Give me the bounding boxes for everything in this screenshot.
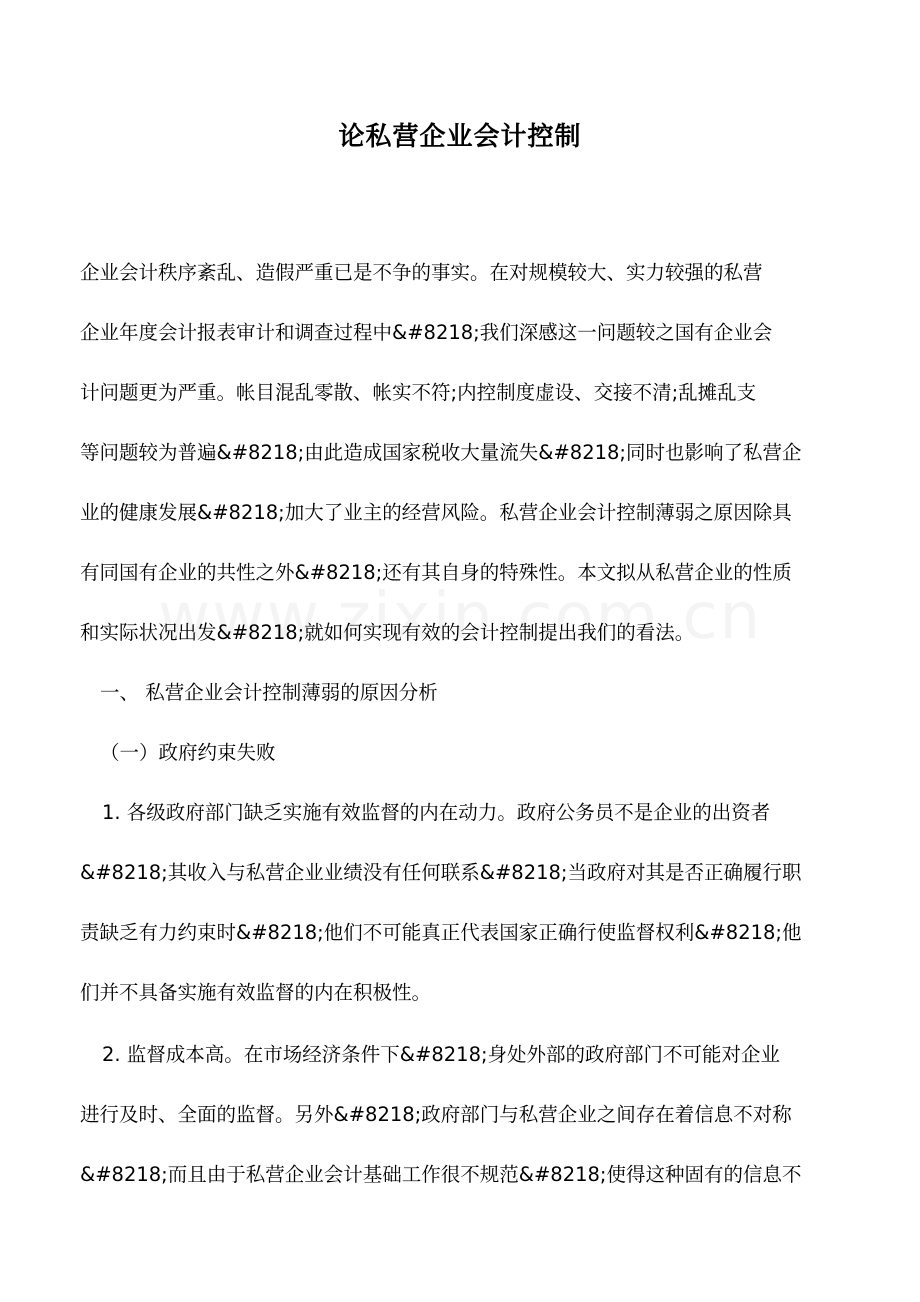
paragraph-line: &#8218;其收入与私营企业业绩没有任何联系&#8218;当政府对其是否正确履行职 [80,861,802,884]
paragraph-line: 业的健康发展&#8218;加大了业主的经营风险。私营企业会计控制薄弱之原因除具 [80,501,792,524]
paragraph-line: 和实际状况出发&#8218;就如何实现有效的会计控制提出我们的看法。 [80,621,695,644]
paragraph-line: 有同国有企业的共性之外&#8218;还有其自身的特殊性。本文拟从私营企业的性质 [80,561,792,584]
paragraph-line: 们并不具备实施有效监督的内在积极性。 [80,981,432,1004]
paragraph-line: 责缺乏有力约束时&#8218;他们不可能真正代表国家正确行使监督权利&#8218;他 [80,921,802,944]
paragraph-line: &#8218;而且由于私营企业会计基础工作很不规范&#8218;使得这种固有的信息不 [80,1163,802,1186]
paragraph-line: 1. 各级政府部门缺乏实施有效监督的内在动力。政府公务员不是企业的出资者 [102,801,771,824]
paragraph-line: 计问题更为严重。帐目混乱零散、帐实不符;内控制度虚设、交接不清;乱摊乱支 [80,381,757,404]
paragraph-line: 进行及时、全面的监督。另外&#8218;政府部门与私营企业之间存在着信息不对称 [80,1103,792,1126]
paragraph-line: 企业会计秩序紊乱、造假严重已是不争的事实。在对规模较大、实力较强的私营 [80,261,763,284]
paragraph-line: 2. 监督成本高。在市场经济条件下&#8218;身处外部的政府部门不可能对企业 [102,1043,781,1066]
paragraph-line: 企业年度会计报表审计和调查过程中&#8218;我们深感这一问题较之国有企业会 [80,321,773,344]
paragraph-line: 等问题较为普遍&#8218;由此造成国家税收大量流失&#8218;同时也影响了私营企 [80,441,802,464]
section-heading: 一、 私营企业会计控制薄弱的原因分析 [100,681,438,704]
subsection-heading: （一）政府约束失败 [100,741,276,764]
document-title: 论私营企业会计控制 [338,122,582,152]
